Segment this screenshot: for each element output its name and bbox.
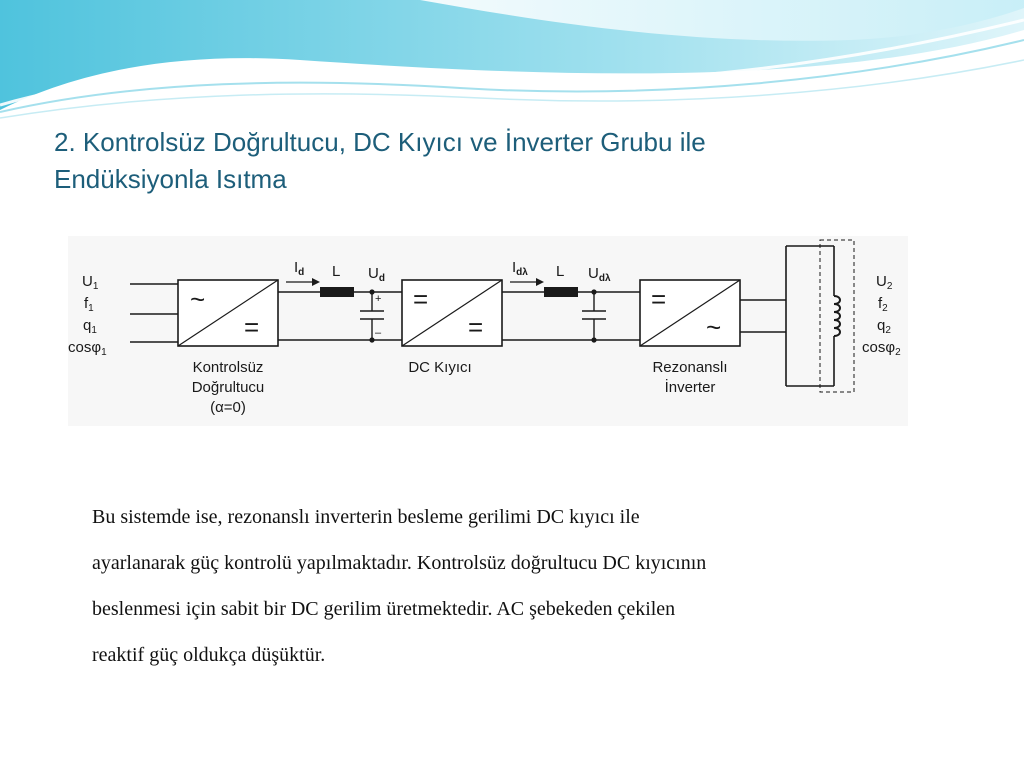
block2-top-symbol: = — [413, 284, 429, 314]
svg-text:f2: $f_2$ — [878, 295, 888, 314]
svg-text:–: – — [375, 327, 382, 339]
block-rezonansli-inverter — [640, 280, 740, 346]
inductor-2 — [544, 287, 578, 297]
slide-title-line-2: Endüksiyonla Isıtma — [54, 164, 287, 194]
header-wave-decoration — [0, 0, 1024, 120]
svg-text:Udλ: $U_{d\lambda}$ — [588, 265, 611, 284]
svg-text:U2: $U_2$ — [876, 273, 893, 292]
svg-text:İnverter: İnverter — [664, 379, 716, 396]
block1-top-symbol: ~ — [190, 284, 206, 314]
svg-text:q1: $q_1$ — [83, 317, 97, 336]
svg-text:cosφ2: cosφ$_2$ — [862, 339, 901, 358]
block3-top-symbol: = — [651, 284, 667, 314]
inductor-1 — [320, 287, 354, 297]
svg-text:Kontrolsüz: Kontrolsüz — [192, 359, 264, 376]
svg-text:Rezonanslı: Rezonanslı — [652, 359, 728, 376]
svg-text:U1: $U_1$ — [82, 273, 99, 292]
svg-text:cosφ1: cosφ$_1$ — [68, 339, 107, 358]
block-dc-kiyici — [402, 280, 502, 346]
slide-title-line-1: 2. Kontrolsüz Doğrultucu, DC Kıyıcı ve İnverter Grubu ile — [54, 127, 706, 157]
block3-bottom-symbol: ~ — [706, 312, 722, 342]
circuit-diagram — [68, 236, 908, 426]
block2-bottom-symbol: = — [468, 312, 484, 342]
svg-text:Id: $I_d$ — [294, 259, 305, 278]
svg-text:L: L — [332, 263, 341, 280]
svg-text:+: + — [375, 293, 382, 305]
svg-text:L: L — [556, 263, 565, 280]
svg-text:Ud: $U_d$ — [368, 265, 385, 284]
slide-title — [54, 124, 954, 198]
slide-body-text — [92, 494, 952, 678]
svg-text:q2: $q_2$ — [877, 317, 891, 336]
svg-text:Doğrultucu: Doğrultucu — [191, 379, 265, 396]
body-line-2: ayarlanarak güç kontrolü yapılmaktadır. Kontrolsüz doğrultucu DC kıyıcının — [92, 552, 707, 574]
body-line-3: beslenmesi için sabit bir DC gerilim üretmektedir. AC şebekeden çekilen — [92, 598, 676, 620]
block1-bottom-symbol: = — [244, 312, 260, 342]
block-kontrolsuz-dogrultucu — [178, 280, 278, 346]
body-line-4: reaktif güç oldukça düşüktür. — [92, 644, 326, 666]
svg-text:f1: $f_1$ — [84, 295, 94, 314]
svg-text:Idλ: $I_{d\lambda}$ — [512, 259, 528, 278]
body-line-1: Bu sistemde ise, rezonanslı inverterin besleme gerilimi DC kıyıcı ile — [92, 506, 640, 528]
block2-label: DC Kıyıcı — [408, 359, 472, 376]
svg-text:(α=0): (α=0) — [210, 399, 246, 416]
